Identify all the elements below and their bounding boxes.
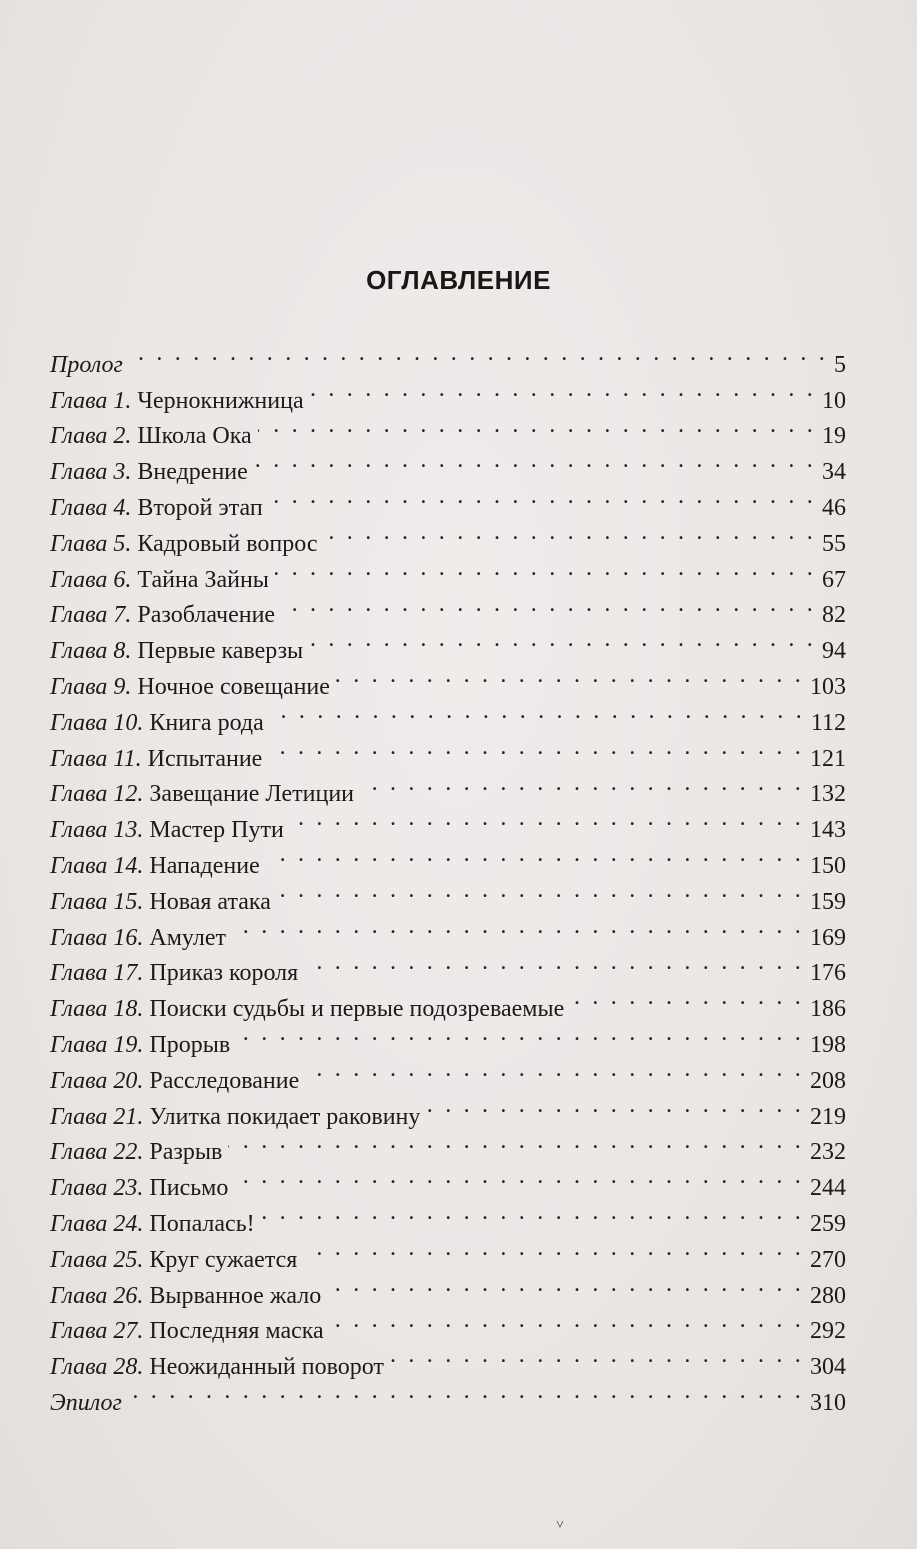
entry-title: Последняя маска	[149, 1318, 324, 1345]
dot-leader	[303, 1231, 804, 1267]
entry-prefix: Глава 27.	[50, 1318, 144, 1345]
dot-leader	[290, 801, 804, 837]
dot-leader	[327, 1267, 804, 1303]
dot-leader	[228, 1124, 804, 1160]
entry-page-number: 159	[810, 888, 846, 915]
dot-leader	[330, 1303, 804, 1339]
entry-prefix: Эпилог	[50, 1389, 122, 1416]
entry-title: Кадровый вопрос	[137, 530, 318, 557]
entry-title: Второй этап	[137, 494, 263, 521]
entry-prefix: Глава 6.	[50, 566, 132, 593]
entry-page-number: 198	[810, 1031, 846, 1058]
dot-leader	[269, 479, 816, 515]
entry-title: Книга рода	[149, 709, 264, 736]
entry-prefix: Глава 22.	[50, 1139, 144, 1166]
entry-title: Чернокнижница	[137, 387, 304, 414]
entry-prefix: Глава 28.	[50, 1354, 144, 1381]
dot-leader	[254, 443, 816, 479]
toc-entry	[50, 1374, 846, 1416]
entry-page-number: 82	[822, 602, 846, 629]
dot-leader	[258, 408, 816, 444]
entry-page-number: 55	[822, 530, 846, 557]
entry-title: Вырванное жало	[149, 1282, 322, 1309]
entry-page-number: 304	[810, 1354, 846, 1381]
entry-page-number: 176	[810, 960, 846, 987]
entry-prefix: Глава 25.	[50, 1246, 144, 1273]
entry-page-number: 143	[810, 817, 846, 844]
dot-leader	[304, 945, 804, 981]
dot-leader	[128, 1374, 804, 1410]
dot-leader	[266, 837, 804, 873]
entry-title: Испытание	[147, 745, 263, 772]
entry-prefix: Глава 1.	[50, 387, 132, 414]
entry-title: Поиски судьбы и первые подозреваемые	[149, 996, 565, 1023]
entry-page-number: 169	[810, 924, 846, 951]
entry-prefix: Глава 26.	[50, 1282, 144, 1309]
entry-prefix: Пролог	[50, 351, 123, 378]
entry-prefix: Глава 9.	[50, 673, 132, 700]
entry-prefix: Глава 4.	[50, 494, 132, 521]
entry-title: Приказ короля	[149, 960, 299, 987]
entry-page-number: 103	[810, 673, 846, 700]
entry-title: Новая атака	[149, 888, 271, 915]
toc-entry	[50, 336, 846, 378]
entry-prefix: Глава 23.	[50, 1175, 144, 1202]
entry-title: Улитка покидает раковину	[149, 1103, 421, 1130]
dot-leader	[324, 515, 816, 551]
entry-page-number: 67	[822, 566, 846, 593]
entry-title: Тайна Зайны	[137, 566, 269, 593]
entry-prefix: Глава 2.	[50, 423, 132, 450]
entry-prefix: Глава 3.	[50, 459, 132, 486]
entry-title: Разоблачение	[137, 602, 276, 629]
entry-page-number: 259	[810, 1210, 846, 1237]
entry-page-number: 186	[810, 996, 846, 1023]
dot-leader	[261, 1195, 804, 1231]
entry-prefix: Глава 20.	[50, 1067, 144, 1094]
entry-title: Школа Ока	[137, 423, 252, 450]
entry-title: Разрыв	[149, 1139, 223, 1166]
entry-page-number: 10	[822, 387, 846, 414]
entry-title: Нападение	[149, 852, 260, 879]
entry-title: Письмо	[149, 1175, 229, 1202]
dot-leader	[570, 980, 804, 1016]
entry-page-number: 19	[822, 423, 846, 450]
dot-leader	[129, 336, 828, 372]
dot-leader	[275, 551, 816, 587]
entry-page-number: 310	[810, 1389, 846, 1416]
entry-title: Завещание Летиции	[149, 781, 355, 808]
entry-page-number: 5	[834, 351, 846, 378]
entry-prefix: Глава 18.	[50, 996, 144, 1023]
entry-page-number: 208	[810, 1067, 846, 1094]
dot-leader	[236, 1016, 804, 1052]
entry-page-number: 112	[810, 709, 846, 736]
entry-page-number: 46	[822, 494, 846, 521]
dot-leader	[270, 694, 805, 730]
toc-title: ОГЛАВЛЕНИЕ	[366, 265, 551, 295]
entry-prefix: Глава 17.	[50, 960, 144, 987]
entry-prefix: Глава 21.	[50, 1103, 144, 1130]
entry-title: Попалась!	[149, 1210, 255, 1237]
entry-page-number: 94	[822, 638, 846, 665]
entry-prefix: Глава 10.	[50, 709, 144, 736]
dot-leader	[305, 1052, 804, 1088]
entry-title: Внедрение	[137, 459, 248, 486]
entry-title: Неожиданный поворот	[149, 1354, 384, 1381]
dot-leader	[310, 372, 816, 408]
entry-page-number: 244	[810, 1175, 846, 1202]
table-of-contents	[50, 336, 846, 1416]
dot-leader	[360, 766, 804, 802]
entry-page-number: 150	[810, 852, 846, 879]
dot-leader	[426, 1088, 804, 1124]
dot-leader	[309, 622, 816, 658]
entry-prefix: Глава 16.	[50, 924, 144, 951]
dot-leader	[390, 1338, 804, 1374]
print-mark: ˅	[556, 1518, 564, 1533]
toc-entry	[50, 372, 846, 414]
dot-leader	[277, 873, 804, 909]
entry-prefix: Глава 24.	[50, 1210, 144, 1237]
entry-prefix: Глава 12.	[50, 781, 144, 808]
entry-prefix: Глава 15.	[50, 888, 144, 915]
entry-prefix: Глава 5.	[50, 530, 132, 557]
entry-prefix: Глава 13.	[50, 817, 144, 844]
entry-title: Прорыв	[149, 1031, 231, 1058]
entry-title: Круг сужается	[149, 1246, 298, 1273]
dot-leader	[268, 730, 804, 766]
entry-page-number: 132	[810, 781, 846, 808]
entry-page-number: 219	[810, 1103, 846, 1130]
entry-title: Амулет	[149, 924, 226, 951]
entry-page-number: 280	[810, 1282, 846, 1309]
entry-title: Расследование	[149, 1067, 300, 1094]
dot-leader	[281, 587, 816, 623]
entry-title: Ночное совещание	[137, 673, 330, 700]
entry-prefix: Глава 14.	[50, 852, 144, 879]
entry-prefix: Глава 19.	[50, 1031, 144, 1058]
entry-page-number: 270	[810, 1246, 846, 1273]
dot-leader	[336, 658, 804, 694]
entry-prefix: Глава 8.	[50, 638, 132, 665]
entry-page-number: 292	[810, 1318, 846, 1345]
entry-page-number: 121	[810, 745, 846, 772]
entry-title: Первые каверзы	[137, 638, 304, 665]
entry-prefix: Глава 7.	[50, 602, 132, 629]
entry-prefix: Глава 11.	[50, 745, 142, 772]
entry-page-number: 232	[810, 1139, 846, 1166]
entry-title: Мастер Пути	[149, 817, 284, 844]
entry-page-number: 34	[822, 459, 846, 486]
dot-leader	[232, 909, 804, 945]
dot-leader	[234, 1159, 804, 1195]
